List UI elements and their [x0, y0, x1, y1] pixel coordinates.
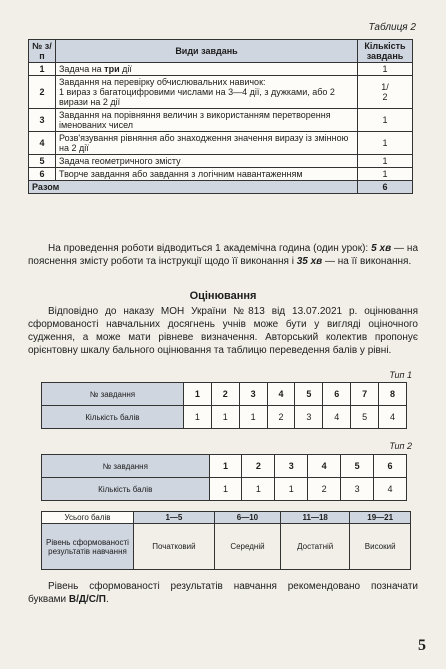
task-quantity: 1 — [358, 109, 413, 132]
task-row — [29, 63, 413, 76]
type2-table — [41, 454, 407, 501]
col-header-quantity: Кількість завдань — [358, 40, 413, 63]
points-cell: 3 — [295, 406, 323, 429]
task-text: Задача геометричного змісту — [59, 156, 181, 166]
task-quantity: 1/ 2 — [358, 76, 413, 109]
row-label: № завдання — [42, 455, 210, 478]
col-header-number: № з/п — [29, 40, 56, 63]
task-text: Завдання на порівняння величин з використанням перетворення іменованих чисел — [59, 110, 331, 130]
points-range-cell: 1—5 — [134, 512, 215, 524]
task-number-cell: 1 — [183, 383, 211, 406]
points-cell: 1 — [209, 478, 242, 501]
points-range-cell: 11—18 — [281, 512, 350, 524]
task-number: 2 — [29, 76, 56, 109]
table-header-row — [29, 40, 413, 63]
duration-line: На проведення роботи відводиться 1 академічна година (один урок): — [48, 243, 369, 254]
type1-points-row — [42, 406, 407, 429]
letters-paragraph — [28, 580, 418, 606]
task-row — [29, 132, 413, 155]
type1-table — [41, 382, 407, 429]
letters-end: . — [105, 594, 109, 605]
total-value: 6 — [358, 181, 413, 194]
row-label: Рівень сформованості результатів навчання — [42, 524, 134, 570]
task-number-cell: 8 — [379, 383, 407, 406]
task-number-cell: 5 — [295, 383, 323, 406]
total-label: Разом — [29, 181, 358, 194]
letters-text: Рівень сформованості результатів навчання рекомендовано позначати буквами — [28, 581, 418, 605]
levels-table — [41, 511, 411, 570]
row-label: Кількість балів — [42, 406, 184, 429]
points-cell: 1 — [239, 406, 267, 429]
task-number-cell: 4 — [308, 455, 341, 478]
task-row — [29, 155, 413, 168]
task-quantity: 1 — [358, 132, 413, 155]
points-cell: 4 — [379, 406, 407, 429]
duration-paragraph — [28, 242, 418, 268]
task-number-cell: 4 — [267, 383, 295, 406]
level-name-cell: Достатній — [281, 524, 350, 570]
duration-explain-time: 5 хв — [371, 243, 392, 254]
task-text: Творче завдання або завдання з логічним навантаженням — [59, 169, 303, 179]
assessment-paragraph: Відповідно до наказу МОН України №813 від 13.07.2021 р. оцінювання сформованості навчальних досягнень учнів може бути у вигляді оціночного судження, а може мати рівневе визначення. Авторський колектив пропонує орієнтовну шкалу бального оцінювання та таблицю переведення балів у рівні. — [28, 306, 418, 356]
task-text: Розв'язування рівняння або знаходження значення виразу із змінною на 2 дії — [59, 133, 349, 153]
letters-code: В/Д/С/П — [68, 594, 106, 605]
points-cell: 4 — [374, 478, 407, 501]
task-number-cell: 1 — [209, 455, 242, 478]
task-number-cell: 7 — [351, 383, 379, 406]
task-row — [29, 76, 413, 109]
col-header-task-types: Види завдань — [56, 40, 358, 63]
task-number-cell: 3 — [239, 383, 267, 406]
level-name-cell: Середній — [214, 524, 280, 570]
type2-numbers-row — [42, 455, 407, 478]
task-quantity: 1 — [358, 168, 413, 181]
task-quantity: 1 — [358, 63, 413, 76]
task-number: 4 — [29, 132, 56, 155]
points-cell: 2 — [308, 478, 341, 501]
table-caption: Таблиця 2 — [368, 22, 416, 33]
duration-work-time: 35 хв — [296, 256, 323, 267]
task-description — [56, 132, 358, 155]
task-number: 6 — [29, 168, 56, 181]
task-text-end: дії — [119, 64, 132, 74]
points-range-cell: 19—21 — [350, 512, 411, 524]
type2-points-row — [42, 478, 407, 501]
task-types-table — [28, 39, 413, 194]
points-cell: 2 — [267, 406, 295, 429]
page-number: 5 — [418, 637, 426, 654]
task-text: Задача на — [59, 64, 105, 74]
task-description — [56, 109, 358, 132]
task-text: Завдання на перевірку обчислювальних навичок: 1 вираз з багатоцифровими числами на 3—4 дії, з дужками, або 2 вирази на 2 дії — [59, 77, 335, 107]
points-range-cell: 6—10 — [214, 512, 280, 524]
levels-points-row — [42, 512, 411, 524]
task-number-cell: 6 — [323, 383, 351, 406]
task-row — [29, 109, 413, 132]
task-number: 1 — [29, 63, 56, 76]
task-number-cell: 3 — [275, 455, 308, 478]
task-number-cell: 2 — [242, 455, 275, 478]
task-number-cell: 5 — [341, 455, 374, 478]
levels-names-row — [42, 524, 411, 570]
points-cell: 4 — [323, 406, 351, 429]
section-heading: Оцінювання — [189, 290, 257, 302]
row-label: Усього балів — [42, 512, 134, 524]
task-number: 5 — [29, 155, 56, 168]
task-number-cell: 2 — [211, 383, 239, 406]
task-number: 3 — [29, 109, 56, 132]
task-rows — [29, 63, 413, 181]
duration-explain-text: — на пояснення змісту роботи та інструкції щодо її виконання і — [28, 243, 419, 267]
duration-work-text: — на її виконання. — [322, 256, 412, 267]
task-description — [56, 168, 358, 181]
total-row — [29, 181, 413, 194]
points-cell: 1 — [242, 478, 275, 501]
points-cell: 3 — [341, 478, 374, 501]
row-label: Кількість балів — [42, 478, 210, 501]
task-quantity: 1 — [358, 155, 413, 168]
points-cell: 5 — [351, 406, 379, 429]
points-cell: 1 — [183, 406, 211, 429]
type1-label: Тип 1 — [389, 370, 412, 380]
row-label: № завдання — [42, 383, 184, 406]
task-description — [56, 155, 358, 168]
level-name-cell: Початковий — [134, 524, 215, 570]
points-cell: 1 — [211, 406, 239, 429]
task-row — [29, 168, 413, 181]
type2-label: Тип 2 — [389, 441, 412, 451]
task-number-cell: 6 — [374, 455, 407, 478]
level-name-cell: Високий — [350, 524, 411, 570]
task-description — [56, 63, 358, 76]
type1-numbers-row — [42, 383, 407, 406]
task-description — [56, 76, 358, 109]
task-text-bold: три — [104, 64, 120, 74]
points-cell: 1 — [275, 478, 308, 501]
